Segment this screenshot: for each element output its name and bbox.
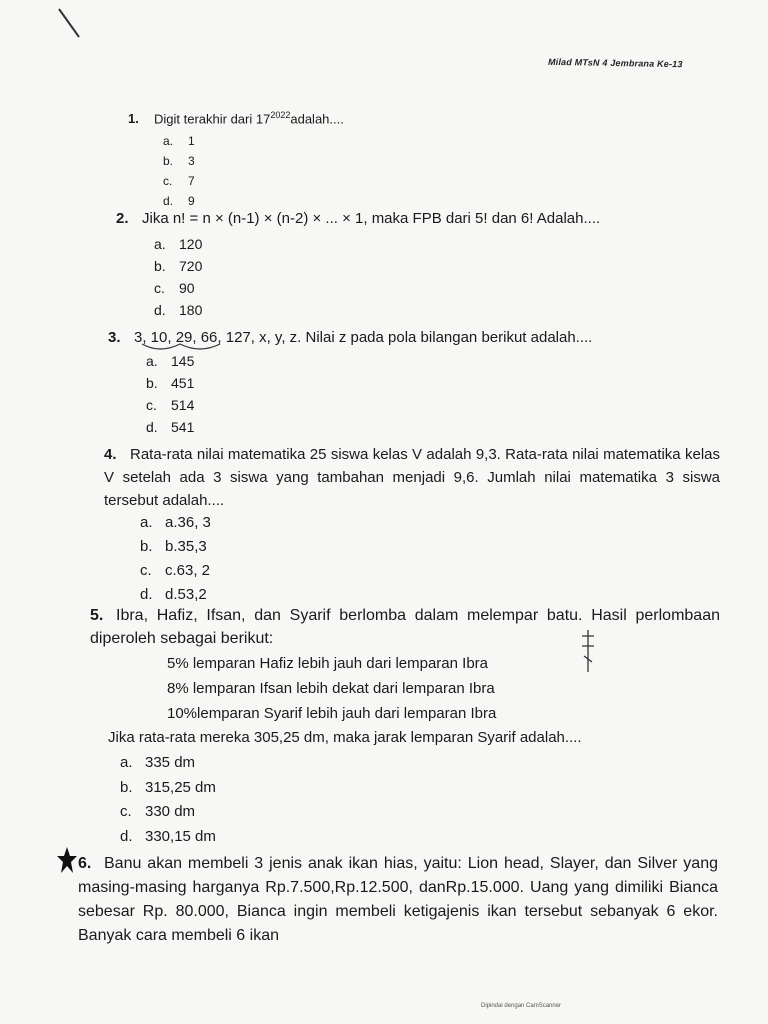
question-4-stem: 4. Rata-rata nilai matematika 25 siswa kelas V adalah 9,3. Rata-rata nilai matematika kelas V setelah ada 3 siswa yang tambahan menjadi 9,6. Jumlah nilai matematika 3 siswa tersebut adalah.... [104, 443, 720, 512]
option: c. 514 [146, 397, 195, 413]
option: c. 330 dm [120, 803, 196, 820]
option: d. 330,15 dm [120, 827, 216, 845]
question-5-facts [167, 651, 496, 726]
question-2-stem: 2. Jika n! = n × (n-1) × (n-2) × ... × 1, maka FPB dari 5! dan 6! Adalah.... [116, 210, 601, 227]
option: a. a.36, 3 [140, 514, 211, 531]
question-5-options [120, 751, 216, 849]
option: d. d.53,2 [140, 586, 207, 603]
question-number: 3. [108, 329, 121, 346]
handwritten-annotation-mark [578, 626, 600, 676]
fact-line: 8% lemparan Ifsan lebih dekat dari lemparan Ibra [167, 680, 495, 697]
pen-stroke-mark [55, 5, 85, 45]
question-6-stem: 6. Banu akan membeli 3 jenis anak ikan hias, yaitu: Lion head, Slayer, dan Silver yang masing-masing harganya Rp.7.500,Rp.12.500, danRp.15.000. Uang yang dimiliki Bianca sebesar Rp. 80.000, Bianca ingin membeli ketigajenis ikan tersebut sebanyak 6 ekor. Banyak cara membeli 6 ikan [78, 852, 718, 948]
question-number: 5. [90, 607, 104, 624]
question-4-options [140, 511, 211, 607]
option: d. 180 [154, 302, 203, 318]
option: a. 1 [163, 134, 195, 148]
option: d. 541 [146, 419, 195, 435]
option: c. 90 [154, 280, 195, 296]
question-3-stem: 3. 3, 10, 29, 66, 127, x, y, z. Nilai z pada pola bilangan berikut adalah.... [108, 329, 593, 346]
question-number: 1. [128, 111, 139, 127]
star-mark-icon [56, 846, 78, 876]
question-2-options [154, 233, 202, 321]
fact-line: 10%lemparan Syarif lebih jauh dari lemparan Ibra [167, 705, 497, 722]
option: b. 3 [163, 154, 195, 168]
option: a. 120 [154, 236, 203, 252]
option: b. b.35,3 [140, 538, 207, 555]
option: a. 335 dm [120, 754, 196, 771]
scanner-footer: Dipindai dengan CamScanner [481, 1003, 562, 1009]
option: a. 145 [146, 353, 195, 369]
question-number: 2. [116, 210, 129, 227]
option: b. 451 [146, 375, 195, 391]
option: d. 9 [163, 194, 195, 208]
option: c. 7 [163, 174, 195, 188]
option: c. c.63, 2 [140, 562, 211, 579]
question-number: 4. [104, 446, 117, 463]
question-3-options [146, 350, 194, 438]
question-1-stem: 1. Digit terakhir dari $17^{2022}adalah$.... [128, 110, 344, 127]
fact-line: 5% lemparan Hafiz lebih jauh dari lemparan Ibra [167, 655, 489, 672]
question-number: 6. [78, 855, 92, 872]
question-1-options [163, 131, 195, 211]
option: b. 315,25 dm [120, 778, 216, 796]
question-5-stem: 5. Ibra, Hafiz, Ifsan, dan Syarif berlomba dalam melempar batu. Hasil perlombaan diperoleh sebagai berikut: [90, 604, 720, 650]
header-label: Milad MTsN 4 Jembrana Ke-13 [547, 56, 683, 70]
option: b. 720 [154, 258, 203, 274]
question-5-question: Jika rata-rata mereka 305,25 dm, maka jarak lemparan Syarif adalah.... [108, 729, 582, 746]
